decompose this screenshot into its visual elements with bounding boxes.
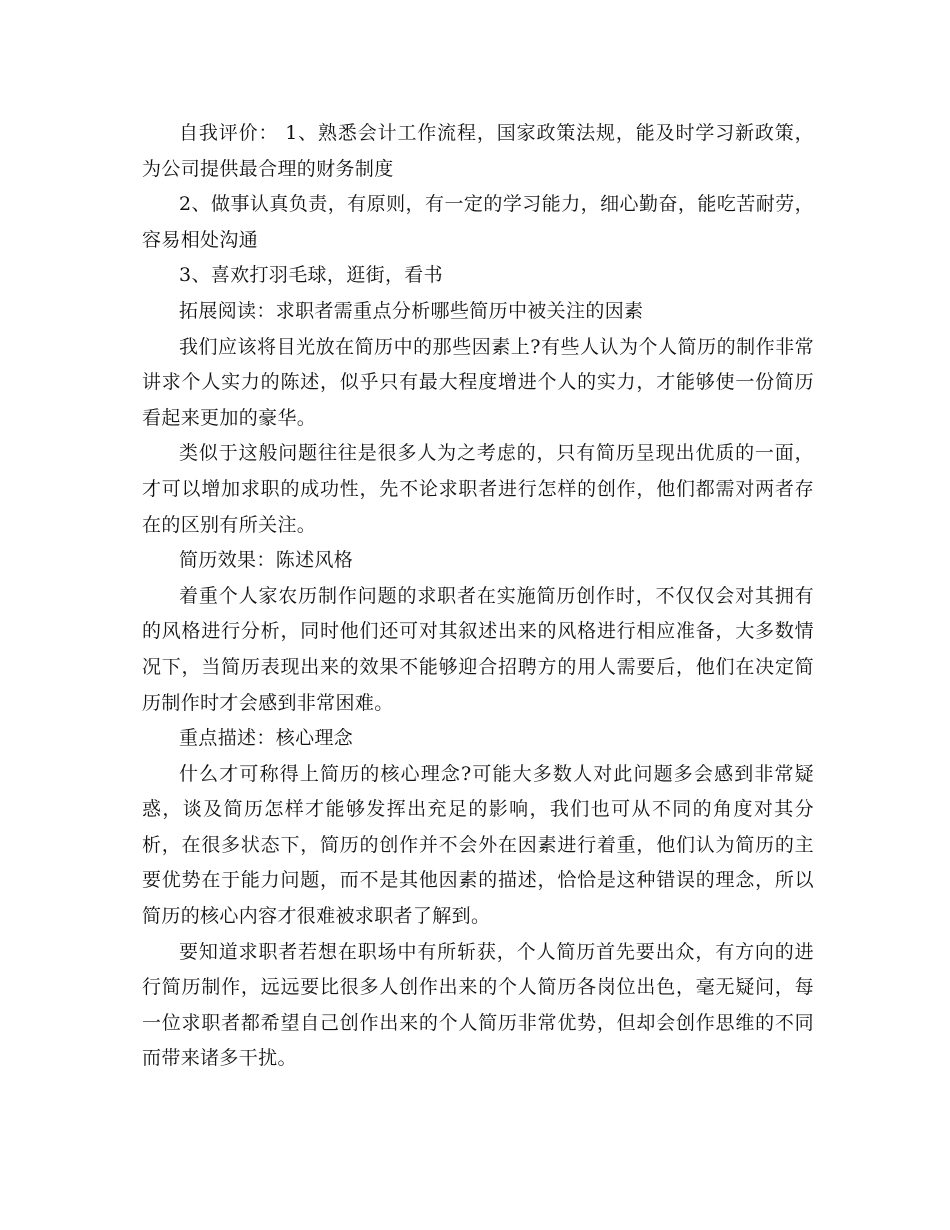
paragraph-item-2: 2、做事认真负责，有原则，有一定的学习能力，细心勤奋，能吃苦耐劳，容易相处沟通 [142, 193, 814, 251]
paragraph-resume-effect-heading: 简历效果：陈述风格 [179, 549, 354, 572]
paragraph-style-analysis: 着重个人家农历制作问题的求职者在实施简历创作时，不仅仅会对其拥有的风格进行分析，同时他们还可对其叙述出来的风格进行相应准备，大多数情况下，当简历表现出来的效果不能够迎合招聘方的用人需要后，他们在决定简历制作时才会感到非常困难。 [142, 584, 814, 714]
paragraph-extended-reading-heading: 拓展阅读：求职者需重点分析哪些简历中被关注的因素 [179, 299, 644, 322]
paragraph-career-gain: 要知道求职者若想在职场中有所斩获，个人简历首先要出众，有方向的进行简历制作，远远要比很多人创作出来的个人简历各岗位出色，毫无疑问，每一位求职者都希望自己创作出来的个人简历非常优势，但却会创作思维的不同而带来诸多干扰。 [142, 940, 814, 1070]
paragraph-focus-factors: 我们应该将目光放在简历中的那些因素上?有些人认为个人简历的制作非常讲求个人实力的陈述，似乎只有最大程度增进个人的实力，才能够使一份简历看起来更加的豪华。 [142, 335, 814, 429]
paragraph-similar-problems: 类似于这般问题往往是很多人为之考虑的，只有简历呈现出优质的一面，才可以增加求职的成功性，先不论求职者进行怎样的创作，他们都需对两者存在的区别有所关注。 [142, 442, 814, 536]
paragraph-item-3: 3、喜欢打羽毛球，逛街，看书 [179, 264, 443, 287]
document-body [142, 116, 814, 1077]
paragraph-core-concept: 什么才可称得上简历的核心理念?可能大多数人对此问题多会感到非常疑惑，谈及简历怎样才能够发挥出充足的影响，我们也可从不同的角度对其分析，在很多状态下，简历的创作并不会外在因素进行着重，他们认为简历的主要优势在于能力问题，而不是其他因素的描述，恰恰是这种错误的理念，所以简历的核心内容才很难被求职者了解到。 [142, 762, 814, 928]
paragraph-key-description-heading: 重点描述：核心理念 [179, 727, 354, 750]
paragraph-self-evaluation: 自我评价： 1、熟悉会计工作流程，国家政策法规，能及时学习新政策，为公司提供最合理的财务制度 [142, 122, 814, 180]
